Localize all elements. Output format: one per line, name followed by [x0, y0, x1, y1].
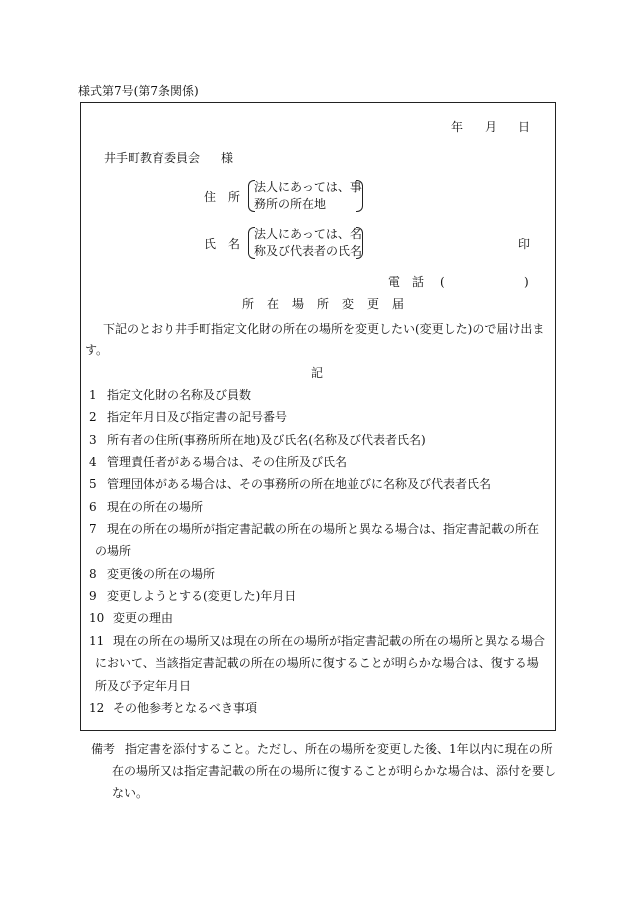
item-number: 2	[89, 410, 97, 424]
item-number: 12	[89, 701, 105, 715]
item-number: 1	[89, 388, 97, 402]
list-item	[89, 701, 257, 715]
list-item	[89, 522, 539, 536]
item-number: 9	[89, 589, 97, 603]
list-item	[89, 634, 545, 648]
item-number: 6	[89, 500, 97, 514]
item-text: その他参考となるべき事項	[113, 701, 258, 715]
body-line1: 下記のとおり井手町指定文化財の所在の場所を変更したい(変更した)ので届け出ま	[103, 322, 545, 336]
date-day-label: 日	[518, 120, 531, 134]
item-text: 変更の理由	[113, 611, 174, 625]
remarks-line1: 指定書を添付すること。ただし、所在の場所を変更した後、1年以内に現在の所	[125, 742, 553, 756]
name-label: 氏 名	[204, 237, 241, 251]
addressee-name: 井手町教育委員会	[104, 151, 201, 165]
item-number: 11	[89, 634, 105, 648]
remarks-label: 備考	[91, 742, 116, 756]
list-item	[89, 477, 491, 491]
address-label: 住 所	[204, 190, 241, 204]
item-text: 管理責任者がある場合は、その住所及び氏名	[107, 455, 348, 469]
item-continuation: 所及び予定年月日	[95, 679, 192, 693]
address-note-line1: 法人にあっては、事	[254, 180, 362, 194]
list-item	[89, 433, 426, 447]
item-number: 10	[89, 611, 105, 625]
list-item	[89, 500, 203, 514]
item-text: 指定年月日及び指定書の記号番号	[107, 410, 288, 424]
item-text: 所有者の住所(事務所所在地)及び氏名(名称及び代表者氏名)	[107, 433, 426, 447]
item-text: 現在の所在の場所又は現在の所在の場所が指定書記載の所在の場所と異なる場合	[113, 634, 546, 648]
date-month-label: 月	[485, 120, 498, 134]
address-note-line2: 務所の所在地	[254, 197, 327, 211]
remarks-line3: ない。	[112, 786, 149, 800]
item-continuation: において、当該指定書記載の所在の場所に復することが明らかな場合は、復する場	[95, 656, 539, 670]
item-number: 3	[89, 433, 97, 447]
body-line2: す。	[85, 343, 109, 357]
name-bracket-right	[356, 227, 363, 259]
item-continuation: の場所	[95, 544, 132, 558]
phone-paren-close: )	[524, 275, 529, 289]
address-bracket-right	[356, 180, 363, 212]
phone-paren-open: (	[440, 275, 445, 289]
item-number: 8	[89, 567, 97, 581]
list-item	[89, 410, 287, 424]
list-item	[89, 589, 296, 603]
item-text: 変更後の所在の場所	[107, 567, 216, 581]
item-text: 指定文化財の名称及び員数	[107, 388, 252, 402]
addressee-honorific: 様	[221, 151, 234, 165]
list-item	[89, 388, 251, 402]
item-text: 現在の所在の場所	[107, 500, 204, 514]
list-item	[89, 567, 215, 581]
seal-mark: 印	[518, 237, 531, 251]
item-number: 7	[89, 522, 97, 536]
name-note-line2: 称及び代表者の氏名	[254, 244, 363, 258]
date-year-label: 年	[451, 120, 464, 134]
phone-label: 電 話	[388, 275, 425, 289]
item-number: 4	[89, 455, 97, 469]
list-item	[89, 611, 173, 625]
item-text: 現在の所在の場所が指定書記載の所在の場所と異なる場合は、指定書記載の所在	[107, 522, 540, 536]
remarks-line2: 在の場所又は指定書記載の所在の場所に復することが明らかな場合は、添付を要し	[112, 764, 557, 778]
name-note-line1: 法人にあっては、名	[254, 227, 362, 241]
item-text: 変更しようとする(変更した)年月日	[107, 589, 297, 603]
form-number: 様式第7号(第7条関係)	[78, 84, 199, 98]
list-item	[89, 455, 347, 469]
item-number: 5	[89, 477, 97, 491]
item-text: 管理団体がある場合は、その事務所の所在地並びに名称及び代表者氏名	[107, 477, 492, 491]
document-title: 所 在 場 所 変 更 届	[242, 297, 405, 311]
ki-marker: 記	[311, 366, 324, 380]
